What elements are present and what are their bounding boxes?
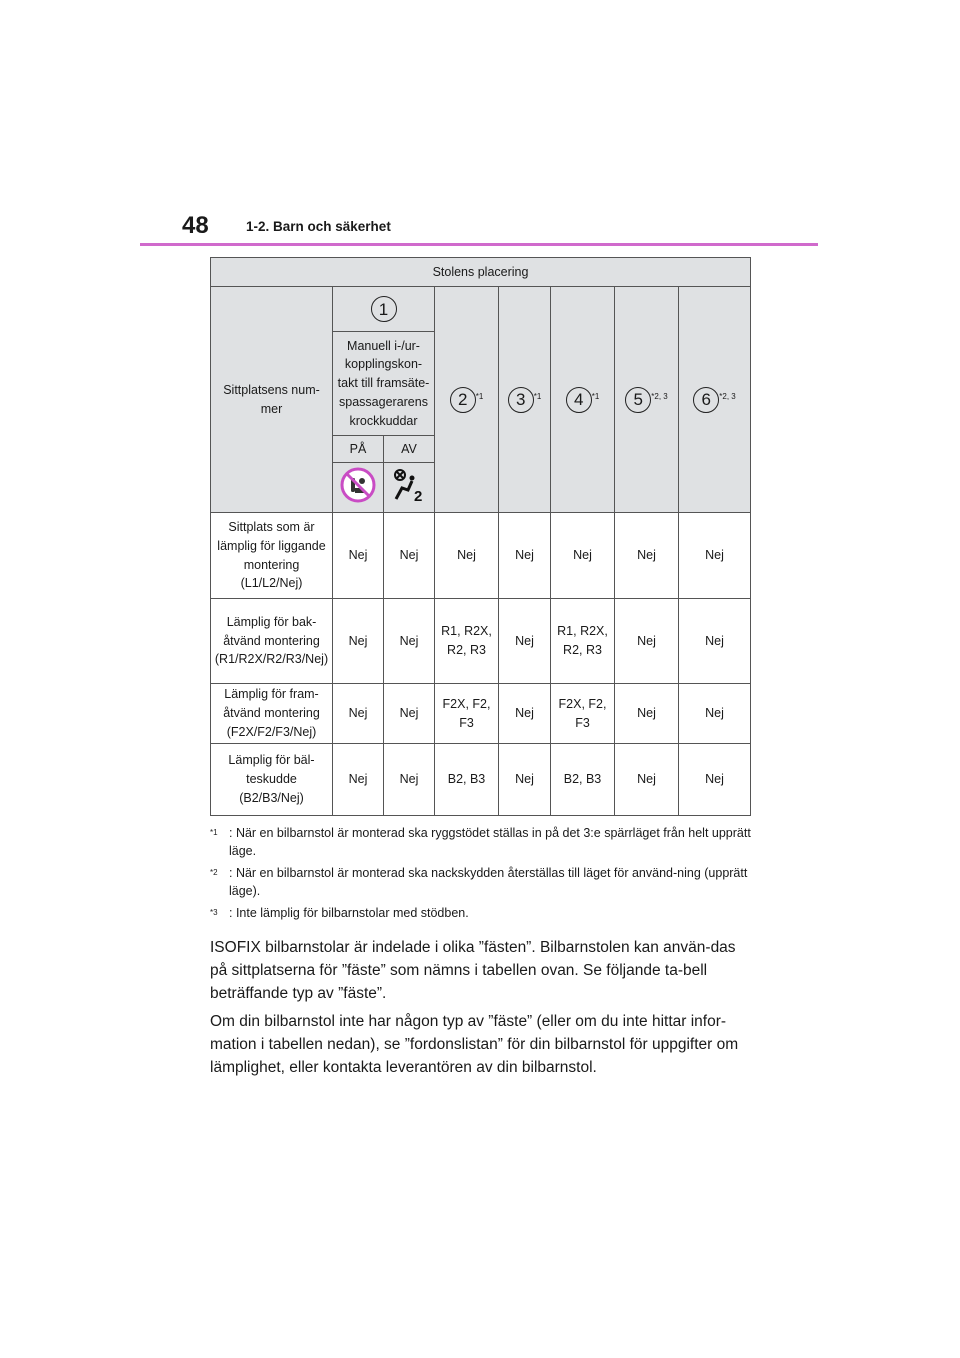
switch-off-icon-cell xyxy=(384,463,435,513)
seat-3-note: *1 xyxy=(533,391,542,401)
seat-number-6: 6 xyxy=(693,387,719,413)
footnote-mark: *1 xyxy=(210,828,218,837)
table-cell: Nej xyxy=(435,513,499,599)
table-cell: Nej xyxy=(333,599,384,684)
table-cell: Nej xyxy=(615,744,679,816)
table-cell: Nej xyxy=(499,744,551,816)
switch-off-label: AV xyxy=(384,436,435,463)
footnote-2 xyxy=(210,864,755,900)
table-cell: Nej xyxy=(615,599,679,684)
seat-2-note: *1 xyxy=(475,391,484,401)
airbag-switch-label: Manuell i-/ur-kopplingskon-takt till framsäte-spassagerarens krockkuddar xyxy=(333,332,435,436)
table-title: Stolens placering xyxy=(211,258,751,287)
seat-5-note: *2, 3 xyxy=(651,391,668,401)
footnote-text: : När en bilbarnstol är monterad ska nackskydden återställas till läget för använd-ning (upprätt läge). xyxy=(229,866,748,898)
footnote-text: : Inte lämplig för bilbarnstolar med stödben. xyxy=(229,906,469,920)
section-title: 1-2. Barn och säkerhet xyxy=(246,219,391,234)
table-cell: Nej xyxy=(551,513,615,599)
table-cell: Nej xyxy=(384,744,435,816)
seat-6-header xyxy=(679,287,751,513)
body-paragraph: ISOFIX bilbarnstolar är indelade i olika ”fästen”. Bilbarnstolen kan använ-das på sittplatserna för ”fäste” som nämns i tabellen ovan. Se följande ta-bell beträffande typ av ”fäste”. xyxy=(210,939,736,1002)
svg-text:2: 2 xyxy=(414,487,423,504)
table-cell: Nej xyxy=(333,684,384,744)
seat-5-header xyxy=(615,287,679,513)
table-cell: Nej xyxy=(679,744,751,816)
table-cell: Nej xyxy=(384,599,435,684)
seat-1-header xyxy=(333,287,435,332)
table-cell: Nej xyxy=(333,744,384,816)
table-cell: R1, R2X, R2, R3 xyxy=(435,599,499,684)
row-label: Lämplig för bak-åtvänd montering (R1/R2X/R2/R3/Nej) xyxy=(211,599,333,684)
table-cell: Nej xyxy=(679,684,751,744)
seat-6-note: *2, 3 xyxy=(719,391,736,401)
table-cell: Nej xyxy=(615,684,679,744)
seat-number-4: 4 xyxy=(566,387,592,413)
footnotes xyxy=(210,824,755,926)
airbag-off-indicator-icon xyxy=(339,466,377,504)
table-cell: Nej xyxy=(384,684,435,744)
footnote-mark: *3 xyxy=(210,908,218,917)
seat-number-3: 3 xyxy=(508,387,534,413)
switch-on-icon-cell xyxy=(333,463,384,513)
body-paragraph: Om din bilbarnstol inte har någon typ av ”fäste” (eller om du inte hittar infor-mation i tabellen nedan), se ”fordonslistan” för din bilbarnstol för uppgifter om lämplighet, eller kontakta leverantören av din bilbarnstol. xyxy=(210,1013,739,1076)
footnote-1 xyxy=(210,824,755,860)
row-label: Sittplats som är lämplig för liggande montering (L1/L2/Nej) xyxy=(211,513,333,599)
isofix-seat-table xyxy=(210,257,751,816)
table-cell: B2, B3 xyxy=(551,744,615,816)
row-label-header: Sittplatsens num-mer xyxy=(211,287,333,513)
table-cell: R1, R2X, R2, R3 xyxy=(551,599,615,684)
seat-2-header xyxy=(435,287,499,513)
table-cell: Nej xyxy=(499,513,551,599)
table-cell: Nej xyxy=(333,513,384,599)
table-cell: F2X, F2, F3 xyxy=(435,684,499,744)
row-label: Lämplig för bäl-teskudde (B2/B3/Nej) xyxy=(211,744,333,816)
table-cell: Nej xyxy=(615,513,679,599)
page-number: 48 xyxy=(182,212,209,239)
seat-4-header xyxy=(551,287,615,513)
table-cell: Nej xyxy=(679,513,751,599)
no-child-seat-icon xyxy=(390,466,428,504)
seat-number-2: 2 xyxy=(450,387,476,413)
footnote-text: : När en bilbarnstol är monterad ska ryggstödet ställas in på det 3:e spärrläget från helt upprätt läge. xyxy=(229,826,751,858)
table-cell: Nej xyxy=(499,599,551,684)
table-cell: Nej xyxy=(499,684,551,744)
header-rule xyxy=(140,243,818,246)
table-cell: F2X, F2, F3 xyxy=(551,684,615,744)
seat-3-header xyxy=(499,287,551,513)
table-cell: Nej xyxy=(679,599,751,684)
table-cell: B2, B3 xyxy=(435,744,499,816)
switch-on-label: PÅ xyxy=(333,436,384,463)
seat-4-note: *1 xyxy=(591,391,600,401)
footnote-3 xyxy=(210,904,755,922)
footnote-mark: *2 xyxy=(210,868,218,877)
row-label: Lämplig för fram-åtvänd montering (F2X/F2/F3/Nej) xyxy=(211,684,333,744)
seat-number-1: 1 xyxy=(371,296,397,322)
table-cell: Nej xyxy=(384,513,435,599)
seat-number-5: 5 xyxy=(625,387,651,413)
